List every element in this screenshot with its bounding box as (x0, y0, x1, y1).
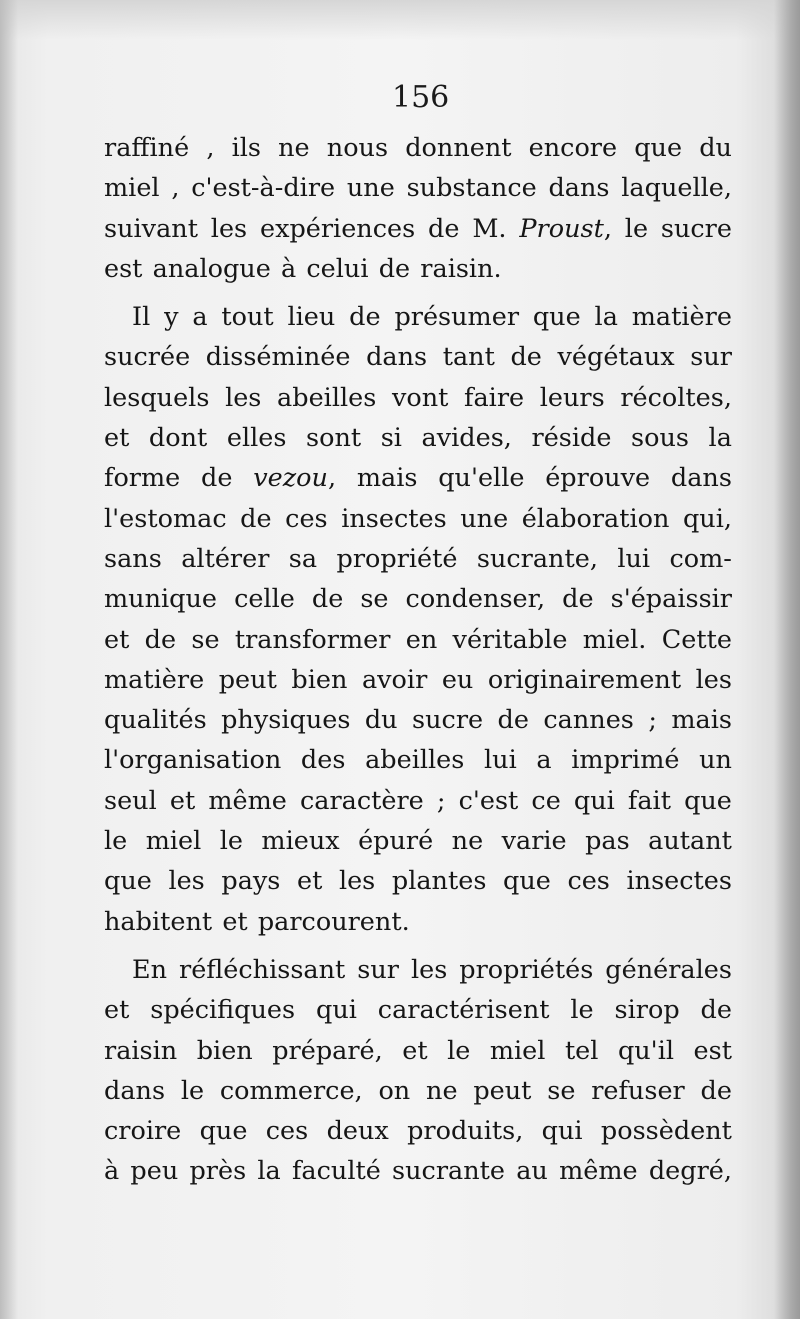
word: et (104, 423, 130, 454)
word: faculté (291, 1156, 381, 1187)
word: la (257, 1156, 281, 1187)
word: degré, (648, 1156, 732, 1187)
word: forme (104, 463, 181, 494)
word: à (281, 253, 297, 284)
word: au (516, 1156, 548, 1187)
word: y (164, 302, 179, 333)
word: dont (148, 423, 208, 454)
word: à (104, 1156, 120, 1187)
word: lui (617, 543, 651, 574)
word: disséminée (205, 342, 351, 373)
word: ; (436, 785, 446, 816)
word: miel. (582, 624, 647, 655)
word: possèdent (600, 1116, 732, 1147)
word: près (189, 1156, 247, 1187)
word: miel (104, 173, 160, 204)
word: insectes (626, 866, 732, 897)
word: imprimé (571, 745, 680, 776)
word: sont (306, 423, 362, 454)
word: qui (573, 785, 615, 816)
word: la (708, 423, 732, 454)
word: de (311, 584, 344, 615)
word: pays (221, 866, 281, 897)
word: plantes (391, 866, 487, 897)
word: sur (357, 954, 399, 985)
word: ils (231, 133, 261, 163)
body-text (104, 128, 732, 1192)
word: autant (648, 826, 732, 857)
text-line (104, 209, 732, 249)
word: pas (585, 826, 630, 857)
word: véritable (452, 624, 568, 655)
text-line (104, 950, 732, 990)
text-line (104, 740, 732, 780)
text-line (104, 1151, 732, 1191)
word: bien (291, 664, 348, 695)
page-top-shading (0, 0, 800, 40)
word: lui (483, 745, 517, 776)
word: sa (288, 543, 318, 574)
word: sucre (660, 213, 732, 244)
word: matière (104, 664, 205, 695)
word: végétaux (557, 342, 675, 373)
word: et (169, 785, 196, 816)
word: les (225, 382, 262, 413)
word: fait (627, 785, 671, 816)
word: refuser (591, 1075, 685, 1106)
word: sucre (412, 705, 484, 736)
text-line (104, 1031, 732, 1071)
word: peut (473, 1075, 532, 1106)
word: tout (221, 302, 274, 333)
word: de (240, 503, 272, 534)
word: préparé, (272, 1035, 383, 1066)
word: de (700, 1075, 732, 1106)
word: c'est-à-dire (191, 173, 336, 204)
word: caractère (299, 785, 424, 816)
word: raffiné (104, 133, 190, 163)
word: sur (690, 342, 732, 373)
word: lieu (287, 302, 336, 333)
word: a (536, 745, 552, 776)
word: ; (648, 705, 657, 736)
word: condenser, (405, 584, 546, 615)
word: les (338, 866, 376, 897)
word: spécifiques (150, 995, 296, 1026)
word: le (104, 826, 128, 857)
word: dans (548, 173, 610, 204)
word: en (405, 624, 438, 655)
text-line (104, 990, 732, 1030)
word: elles (226, 423, 287, 454)
word: croire (104, 1116, 182, 1147)
word: de (349, 302, 381, 333)
word: leurs (539, 382, 605, 413)
word: récoltes, (620, 382, 732, 413)
word: munique (104, 584, 218, 615)
word: même (559, 1156, 638, 1187)
word: réside (531, 423, 612, 454)
word: propriétés (459, 954, 594, 985)
word: de (378, 253, 411, 284)
word: c'est (458, 785, 519, 816)
page-left-gutter (0, 0, 18, 1319)
word: de (700, 995, 732, 1026)
word: abeilles (277, 382, 377, 413)
word: raisin (104, 1035, 178, 1066)
word: laquelle, (621, 173, 732, 204)
word: que (532, 302, 581, 333)
word: ne (426, 1075, 458, 1106)
word: , (206, 133, 215, 163)
word: sucrante (392, 1156, 505, 1187)
word: le (219, 826, 243, 857)
text-line (104, 660, 732, 700)
text-line (104, 128, 732, 168)
word: sucrante, (476, 543, 598, 574)
word: même (208, 785, 287, 816)
word: que (684, 785, 732, 816)
word: originairement (487, 664, 682, 695)
word: miel (489, 1035, 546, 1066)
word: les (168, 866, 205, 897)
word: altérer (181, 543, 270, 574)
text-line (104, 781, 732, 821)
text-line (104, 700, 732, 740)
word: caractérisent (377, 995, 550, 1026)
word: réfléchissant (179, 954, 346, 985)
word: faire (464, 382, 525, 413)
word: seul (104, 785, 157, 816)
word: avides, (421, 423, 512, 454)
word: peut (218, 664, 277, 695)
word: le (624, 213, 649, 244)
word: produits, (407, 1116, 524, 1147)
word: analogue (152, 253, 271, 284)
word: on (378, 1075, 411, 1106)
word: un (699, 745, 732, 776)
word: celle (234, 584, 295, 615)
text-line (104, 337, 732, 377)
word: transformer (234, 624, 391, 655)
word: ces (265, 1116, 309, 1147)
word: cannes (543, 705, 634, 736)
word: qui (316, 995, 357, 1026)
word: ne (278, 133, 310, 163)
text-line (104, 861, 732, 901)
word: mieux (261, 826, 340, 857)
word: com- (669, 543, 732, 574)
word: suivant (104, 213, 198, 244)
word: qualités (104, 705, 207, 736)
text-line (104, 249, 732, 289)
word: s'épaissir (610, 584, 732, 615)
word: le (180, 1075, 205, 1106)
text-line (104, 1071, 732, 1111)
word: qui, (682, 503, 732, 534)
word: l'organisation (104, 745, 282, 776)
word: de (144, 624, 177, 655)
word: éprouve (545, 463, 651, 494)
word: encore (528, 133, 618, 163)
word: l'estomac (104, 503, 227, 534)
word: vont (391, 382, 449, 413)
word: sirop (614, 995, 680, 1026)
text-line (104, 458, 732, 498)
word: dans (366, 342, 428, 373)
word: que (503, 866, 551, 897)
paragraph-gap (104, 942, 732, 950)
word: de (497, 705, 529, 736)
word: générales (605, 954, 732, 985)
word: lesquels (104, 382, 210, 413)
word: est (104, 253, 143, 284)
word: se (547, 1075, 576, 1106)
word: ces (285, 503, 328, 534)
word: mais (671, 705, 732, 736)
word: matière (631, 302, 732, 333)
word: tel (564, 1035, 599, 1066)
word: parcourent. (257, 906, 410, 937)
word: a (192, 302, 208, 333)
word: qu'elle (438, 463, 525, 494)
word: ce (531, 785, 561, 816)
text-line (104, 168, 732, 208)
text-line (104, 418, 732, 458)
word: du (364, 705, 398, 736)
word: , (171, 173, 180, 204)
word: et (402, 1035, 428, 1066)
word: habitent (104, 906, 213, 937)
word: celui (306, 253, 369, 284)
word: élaboration (521, 503, 670, 534)
word: une (460, 503, 509, 534)
word: que (199, 1116, 248, 1147)
paragraph-gap (104, 289, 732, 297)
word: Proust, (519, 213, 612, 244)
word: sucrée (104, 342, 191, 373)
word: de (510, 342, 542, 373)
text-line (104, 902, 732, 942)
word: deux (326, 1116, 389, 1147)
word: mais (356, 463, 418, 494)
word: tant (442, 342, 495, 373)
word: que (634, 133, 683, 163)
word: raisin. (420, 253, 502, 284)
word: En (132, 954, 168, 985)
text-line (104, 1111, 732, 1151)
word: et (297, 866, 323, 897)
word: ne (451, 826, 484, 857)
word: de (201, 463, 233, 494)
word: bien (196, 1035, 253, 1066)
text-line (104, 579, 732, 619)
word: expériences (259, 213, 416, 244)
word: substance (406, 173, 537, 204)
word: et (104, 624, 130, 655)
word: avoir (361, 664, 428, 695)
word: de (428, 213, 460, 244)
word: les (210, 213, 248, 244)
text-line (104, 821, 732, 861)
page-right-edge (774, 0, 800, 1319)
word: se (360, 584, 389, 615)
word: M. (472, 213, 507, 244)
word: sans (104, 543, 162, 574)
word: est (693, 1035, 732, 1066)
word: nous (326, 133, 389, 163)
word: abeilles (365, 745, 465, 776)
word: peu (130, 1156, 179, 1187)
word: qu'il (617, 1035, 675, 1066)
word: une (346, 173, 395, 204)
word: les (695, 664, 732, 695)
word: du (699, 133, 732, 163)
word: et (104, 995, 130, 1026)
word: des (300, 745, 346, 776)
word: le (570, 995, 594, 1026)
page-number: 156 (392, 80, 450, 115)
word: varie (501, 826, 567, 857)
word: le (447, 1035, 471, 1066)
word: Cette (661, 624, 732, 655)
word: commerce, (219, 1075, 363, 1106)
word: que (104, 866, 152, 897)
word: de (562, 584, 594, 615)
word: dans (670, 463, 732, 494)
word: qui (541, 1116, 583, 1147)
word: Il (132, 302, 151, 333)
word: ces (567, 866, 610, 897)
word: présumer (394, 302, 520, 333)
word: si (380, 423, 402, 454)
word: eu (441, 664, 474, 695)
word: vezou, (253, 463, 337, 494)
word: insectes (341, 503, 447, 534)
word: propriété (336, 543, 458, 574)
text-line (104, 378, 732, 418)
word: sous (631, 423, 689, 454)
text-line (104, 499, 732, 539)
word: la (594, 302, 618, 333)
word: les (410, 954, 448, 985)
word: dans (104, 1075, 166, 1106)
word: donnent (405, 133, 512, 163)
word: épuré (358, 826, 434, 857)
word: physiques (221, 705, 351, 736)
word: miel (145, 826, 202, 857)
text-line (104, 297, 732, 337)
word: se (191, 624, 220, 655)
text-line (104, 539, 732, 579)
text-line (104, 620, 732, 660)
word: et (222, 906, 248, 937)
